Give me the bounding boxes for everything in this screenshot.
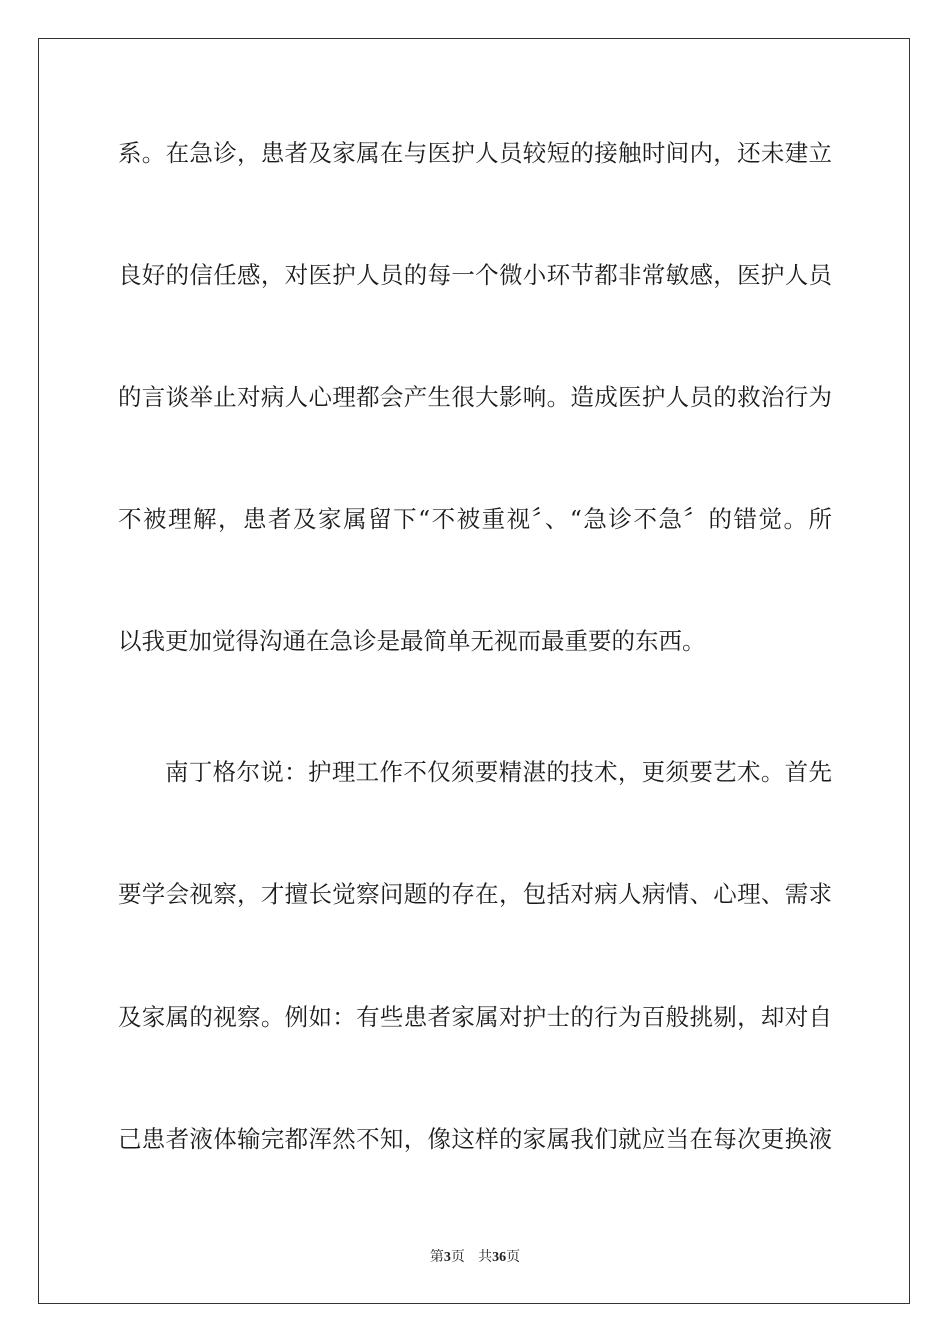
text-line: 及家属的视察。例如：有些患者家属对护士的行为百般挑剔，却对自 [118,1003,832,1031]
page-border [38,38,910,1304]
total-suffix: 页 [506,1249,521,1265]
text-line: 不被理解，患者及家属留下“不被重视〞、“急诊不急〞的错觉。所 [118,505,832,533]
text-line: 良好的信任感，对医护人员的每一个微小环节都非常敏感，医护人员 [118,261,832,289]
page-prefix: 第 [429,1249,444,1265]
text-line: 的言谈举止对病人心理都会产生很大影响。造成医护人员的救治行为 [118,383,832,411]
text-line: 系。在急诊，患者及家属在与医护人员较短的接触时间内，还未建立 [118,139,832,167]
text-line: 以我更加觉得沟通在急诊是最简单无视而最重要的东西。 [118,627,706,655]
text-line: 要学会视察，才擅长觉察问题的存在，包括对病人病情、心理、需求 [118,880,832,908]
total-pages: 36 [492,1250,507,1265]
paragraph-first-line: 南丁格尔说：护理工作不仅须要精湛的技术，更须要艺术。首先 [165,758,832,786]
page-footer [0,1247,950,1268]
text-line: 己患者液体输完都浑然不知，像这样的家属我们就应当在每次更换液 [118,1125,832,1153]
page-number: 3 [443,1250,451,1265]
total-prefix: 共 [478,1249,493,1265]
page-suffix: 页 [450,1249,465,1265]
